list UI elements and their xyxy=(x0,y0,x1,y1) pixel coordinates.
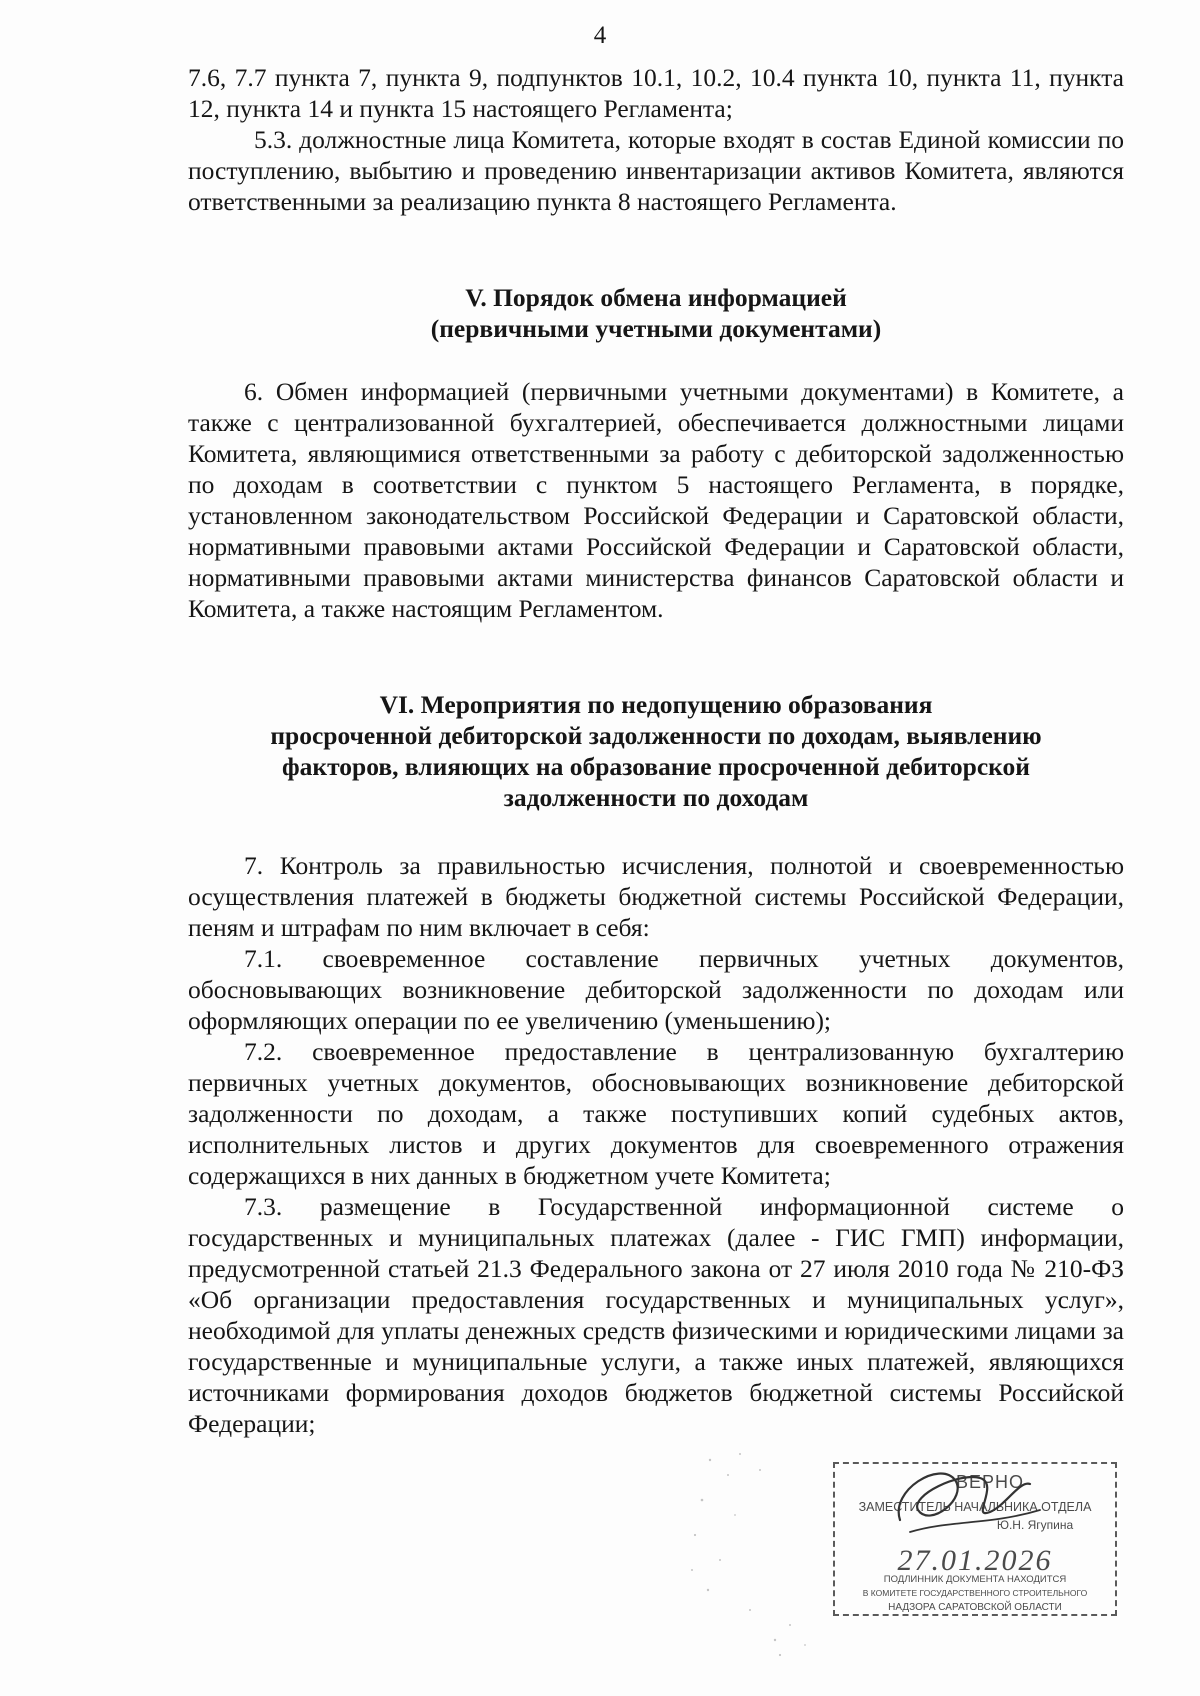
intro-paragraph-continuation: 7.6, 7.7 пункта 7, пункта 9, подпунктов 10.1, 10.2, 10.4 пункта 10, пункта 11, пункта 12, пункта 14 и пункта 15 настоящего Регламента; xyxy=(188,63,1124,123)
clause-7-2: 7.2. своевременное предоставление в централизованную бухгалтерию первичных учетных документов, обосновывающих возникновение дебиторской задолженности по доходам, а также поступивших копий судебных актов, исполнительных листов и других документов для своевременного отражения содержащихся в них данных в бюджетном учете Комитета; xyxy=(188,1037,1124,1190)
clause-7-1: 7.1. своевременное составление первичных учетных документов, обосновывающих возникновение дебиторской задолженности по доходам или оформляющих операции по ее увеличению (уменьшению); xyxy=(188,944,1124,1035)
section-5-heading-line: (первичными учетными документами) xyxy=(430,314,882,343)
intro-text xyxy=(188,62,1124,217)
handwritten-signature xyxy=(880,1450,1050,1560)
section-5-body xyxy=(188,376,1124,624)
section-6-heading-line: просроченной дебиторской задолженности по доходам, выявлению xyxy=(270,721,1042,750)
section-6-heading-line: факторов, влияющих на образование просроченной дебиторской xyxy=(282,752,1030,781)
section-6-heading xyxy=(188,689,1124,813)
section-5-heading-line: V. Порядок обмена информацией xyxy=(465,283,847,312)
stamp-verified-label: ВЕРНО xyxy=(955,1472,1025,1492)
clause-7-3: 7.3. размещение в Государственной информационной системе о государственных и муниципальных платежах (далее - ГИС ГМП) информации, предусмотренной статьей 21.3 Федерального закона от 27 июля 2010 года № 210-ФЗ «Об организации предоставления государственных и муниципальных услуг», необходимой для уплаты денежных средств физическими и юридическими лицами за государственные и муниципальные услуги, а также иных платежей, являющихся источниками формирования доходов бюджетов бюджетной системы Российской Федерации; xyxy=(188,1192,1124,1438)
stamp-region: НАДЗОРА САРАТОВСКОЙ ОБЛАСТИ xyxy=(888,1602,1062,1613)
stamp-name: Ю.Н. Ягупина xyxy=(996,1518,1074,1532)
clause-7: 7. Контроль за правильностью исчисления, полнотой и своевременностью осуществления платежей в бюджеты бюджетной системы Российской Федерации, пеням и штрафам по ним включает в себя: xyxy=(188,851,1124,942)
section-6-heading-line: задолженности по доходам xyxy=(503,783,809,812)
stamp-position: ЗАМЕСТИТЕЛЬ НАЧАЛЬНИКА ОТДЕЛА xyxy=(858,1500,1092,1514)
page-number: 4 xyxy=(593,22,607,49)
section-5-heading xyxy=(188,282,1124,344)
stamp-committee: В КОМИТЕТЕ ГОСУДАРСТВЕННОГО СТРОИТЕЛЬНОГО xyxy=(862,1588,1088,1598)
section-6-heading-line: VI. Мероприятия по недопущению образования xyxy=(379,690,933,719)
section-6-body xyxy=(188,850,1124,1439)
stamp-original-note: ПОДЛИННИК ДОКУМЕНТА НАХОДИТСЯ xyxy=(883,1574,1067,1585)
faded-seal-speckle xyxy=(680,1440,850,1670)
clause-6: 6. Обмен информацией (первичными учетными документами) в Комитете, а также с централизованной бухгалтерией, обеспечивается должностными лицами Комитета, являющимися ответственными за работу с дебиторской задолженностью по доходам в соответствии с пунктом 5 настоящего Регламента, в порядке, установленном законодательством Российской Федерации и Саратовской области, нормативными правовыми актами Российской Федерации и Саратовской области, нормативными правовыми актами министерства финансов Саратовской области и Комитета, а также настоящим Регламентом. xyxy=(188,377,1124,623)
stamp-date: 27.01.2026 xyxy=(897,1544,1053,1577)
clause-5-3: 5.3. должностные лица Комитета, которые входят в состав Единой комиссии по поступлению, выбытию и проведению инвентаризации активов Комитета, являются ответственными за реализацию пункта 8 настоящего Регламента. xyxy=(188,125,1124,216)
